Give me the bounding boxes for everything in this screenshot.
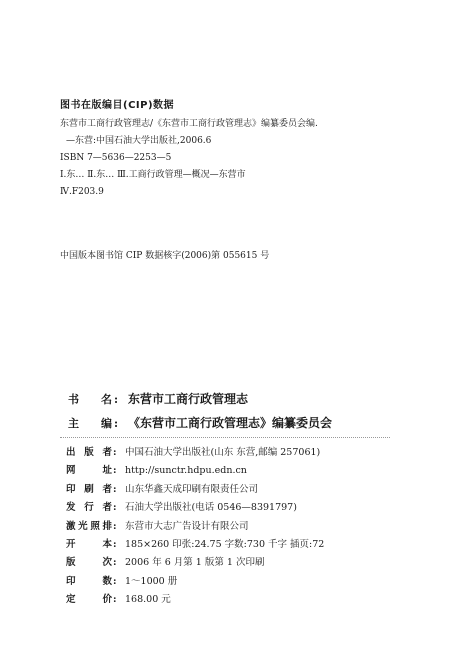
info-label: 版次 <box>66 557 112 569</box>
cip-title: 图书在版编目(CIP)数据 <box>60 100 175 111</box>
info-value: 168.00 元 <box>125 594 171 606</box>
cip-data-note: 中国版本图书馆 CIP 数据核字(2006)第 055615 号 <box>60 251 270 261</box>
info-row-format <box>66 536 406 554</box>
info-value: 1～1000 册 <box>125 575 178 587</box>
book-title-label: 书名 <box>68 393 114 406</box>
info-label: 激光照排 <box>66 520 112 532</box>
cip-line: ISBN 7—5636—2253—5 <box>60 153 172 163</box>
info-label: 发行者 <box>66 502 112 514</box>
info-row-price <box>66 591 406 609</box>
book-editor-row <box>68 414 398 438</box>
info-row-distributor <box>66 499 406 517</box>
colon: : <box>114 393 119 406</box>
cip-block <box>60 96 420 201</box>
info-row-printer <box>66 481 406 499</box>
info-value: http://sunctr.hdpu.edn.cn <box>125 465 247 477</box>
info-row-website <box>66 462 406 480</box>
info-label: 出版者 <box>66 447 112 458</box>
info-row-print-run <box>66 573 406 591</box>
colon: : <box>113 465 117 477</box>
book-editor: 《东营市工商行政管理志》编纂委员会 <box>128 416 333 430</box>
book-editor-label: 主编 <box>68 417 114 430</box>
colon: : <box>113 502 117 514</box>
colon: : <box>113 575 117 587</box>
info-value: 185×260 印张:24.75 字数:730 千字 插页:72 <box>125 538 325 550</box>
colon: : <box>113 594 117 606</box>
colon: : <box>113 483 117 495</box>
info-label: 印刷者 <box>66 483 112 495</box>
colon: : <box>113 538 117 550</box>
cip-line: 东营市工商行政管理志/《东营市工商行政管理志》编纂委员会编. <box>60 119 318 129</box>
publication-info <box>66 444 406 610</box>
info-value: 东营市大志广告设计有限公司 <box>125 520 249 532</box>
info-value: 山东华鑫天成印刷有限责任公司 <box>125 483 259 495</box>
info-value: 中国石油大学出版社(山东 东营,邮编 257061) <box>125 447 321 458</box>
info-label: 网址 <box>66 465 112 477</box>
colon: : <box>113 557 117 569</box>
book-title-row <box>68 390 398 414</box>
info-label: 开本 <box>66 538 112 550</box>
colon: : <box>113 520 117 532</box>
cip-line: Ⅳ.F203.9 <box>60 187 104 197</box>
info-value: 石油大学出版社(电话 0546—8391797) <box>125 502 297 514</box>
info-label: 印数 <box>66 575 112 587</box>
colon: : <box>113 447 117 458</box>
info-row-typesetting <box>66 518 406 536</box>
info-value: 2006 年 6 月第 1 版第 1 次印刷 <box>125 557 265 569</box>
info-row-publisher <box>66 444 406 462</box>
book-title: 东营市工商行政管理志 <box>128 392 249 406</box>
cip-line: Ⅰ.东… Ⅱ.东… Ⅲ.工商行政管理—概况—东营市 <box>60 170 246 180</box>
book-heading <box>68 390 398 438</box>
cip-line: —东营:中国石油大学出版社,2006.6 <box>66 136 212 146</box>
info-row-edition <box>66 554 406 572</box>
colon: : <box>114 417 119 430</box>
divider <box>60 437 390 438</box>
info-label: 定价 <box>66 594 112 606</box>
